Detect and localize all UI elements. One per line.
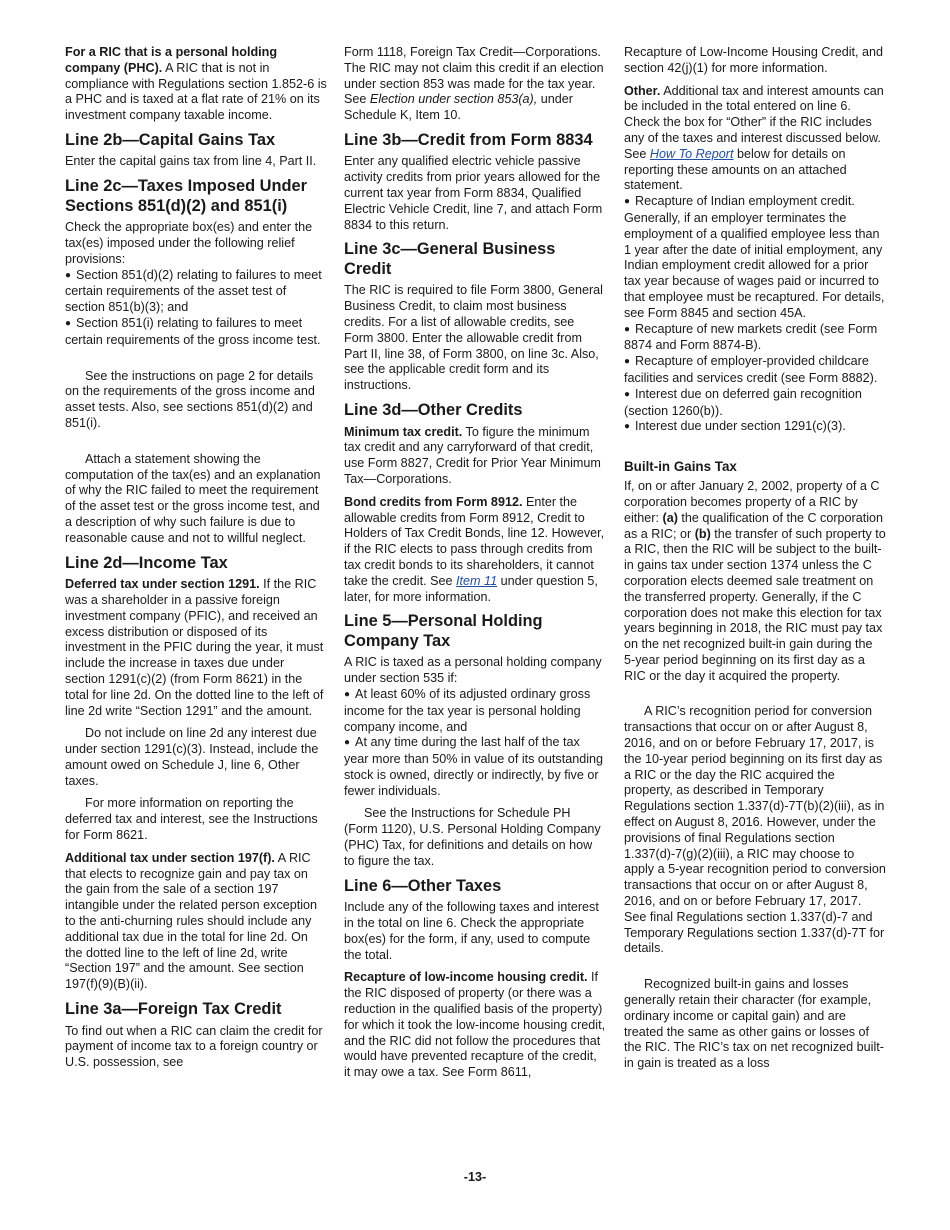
phc-lead: For a RIC that is a personal holding company (PHC). [65,45,278,75]
heading-line-5: Line 5—Personal Holding Company Tax [344,612,543,650]
bullet-icon: ● [344,737,351,749]
heading-line-3c: Line 3c—General Business Credit [344,240,556,278]
list-item: ● Recapture of new markets credit (see Form 8874 and Form 8874-B). [624,321,878,353]
item-11-link[interactable]: Item 11 [456,573,498,588]
minimum-tax-credit-lead: Minimum tax credit. [344,424,463,439]
line-5-text: A RIC is taxed as a personal holding company under section 535 if: [344,655,602,686]
additional-tax-paragraph: Additional tax under section 197(f). A RIC that elects to recognize gain and pay tax on the gain from the sale of a section 197 intangible under the related person exception to the anti-churning rules should include any additional tax due in the total for line 2d. On the dotted line to the left of line 2d, write “Section 197” and the amount. See section 197(f)(9)(B)(ii). [65,850,318,992]
heading-built-in-gains: Built-in Gains Tax [624,459,737,475]
column-1 [65,45,327,1071]
line-3a-continued: Form 1118, Foreign Tax Credit—Corporations. The RIC may not claim this credit if an election under section 853 was made for the tax year. See Election under section 853(a), under Schedule K, Item 10. [344,45,604,123]
heading-line-3d: Line 3d—Other Credits [344,401,523,420]
line-3c-text: The RIC is required to file Form 3800, General Business Credit, to claim most business credits. For a list of allowable credits, see Form 3800. Enter the allowable credit from Part II, line 38, of Form 3800, on line 3c. Also, see the applicable credit form and its instructions. [344,283,603,393]
recapture-continued: Recapture of Low-Income Housing Credit, and section 42(j)(1) for more information. [624,45,884,75]
recognition-period-text: A RIC’s recognition period for conversion transactions that occur on or after August 8, 2016, and on or before February 17, 2017, is the 10-year period beginning on its first day as a RIC or the day the RIC acquired the property, as described in Temporary Regulations section 1.337(d)-7T(b)(2)(iii), as in effect on August 8, 2016. However, under the provisions of final Regulations section 1.337(d)-7(g)(2)(iii), a RIC may choose to apply a 5-year recognition period to conversion transactions that occur on or after August 8, 2016, and on or before February 17, 2017. See final Regulations section 1.337(d)-7 and Temporary Regulations section 1.337(d)-7T for details. [624,704,886,956]
heading-line-2b: Line 2b—Capital Gains Tax [65,130,276,149]
additional-tax-lead: Additional tax under section 197(f). [65,850,275,865]
bond-credits-paragraph: Bond credits from Form 8912. Enter the allowable credits from Form 8912, Credit to Holders of Tax Credit Bonds, line 12. However, if the RIC elects to pass through credits from tax credit bonds to its shareholders, it cannot take the credit. See Item 11 under question 5, later, for more information. [344,494,605,604]
list-item: ● Interest due on deferred gain recognition (section 1260(b)). [624,386,862,418]
heading-line-2c: Line 2c—Taxes Imposed Under Sections 851(d)(2) and 851(i) [65,177,307,215]
deferred-tax-lead: Deferred tax under section 1291. [65,577,260,592]
line-2c-text: Check the appropriate box(es) and enter the tax(es) imposed under the following relief provisions: [65,220,313,266]
line-5-bullets [344,687,606,800]
list-item: ● Recapture of Indian employment credit. Generally, if an employer terminates the employment of a qualified employee less than 1 year after the date of initial employment, any Indian employment credit allowed for a prior tax year because of wages paid or incurred to that employee must be recaptured. For details, see Form 8845 and section 45A. [624,194,885,320]
line-2d-interest-text: Do not include on line 2d any interest due under section 1291(c)(3). Instead, include the amount owed on Schedule J, line 6, Other taxes. [65,726,319,788]
column-3 [624,45,886,1072]
line-5-schedule-ph-text: See the Instructions for Schedule PH (Form 1120), U.S. Personal Holding Company (PHC) Tax, for definitions and details on how to figure the tax. [344,806,601,868]
built-in-gains-text: If, on or after January 2, 2002, property of a C corporation becomes property of a RIC by either: (a) the qualification of the C corporation as a RIC; or (b) the transfer of such property to a RIC, then the RIC will be subject to the built-in gains tax under section 1374 unless the C corporation elects deemed sale treatment on the transferred property. Generally, if the C corporation does not make this election for tax years beginning in 2018, the RIC must pay tax on the net recognized built-in gain during the 5-year period beginning on its first day as a RIC or the day it acquired the property. [624,479,886,683]
line-3a-text: To find out when a RIC can claim the credit for payment of income tax to a foreign country or U.S. possession, see [65,1023,323,1070]
list-item: ● Section 851(i) relating to failures to meet certain requirements of the gross income test. [65,316,321,347]
bullet-icon: ● [624,388,631,400]
column-2 [344,45,606,1081]
phc-body: A RIC that is not in compliance with Regulations section 1.852-6 is a PHC and is taxed at a flat rate of 21% on its investment company taxable income. [65,60,327,123]
bullet-icon: ● [624,323,631,335]
line-2c-tests-text: See the instructions on page 2 for details on the requirements of the gross income and asset tests. Also, see sections 851(d)(2) and 851(i). [65,368,315,431]
recapture-housing-lead: Recapture of low-income housing credit. [344,970,588,985]
bullet-icon: ● [624,421,631,433]
recapture-housing-paragraph: Recapture of low-income housing credit. If the RIC disposed of property (or there was a reduction in the qualified basis of the property) for which it took the low-income housing credit, and the RIC did not follow the procedures that would have prevented recapture of the credit, it may owe a tax. See Form 8611, [344,970,606,1080]
list-item: ● At least 60% of its adjusted ordinary gross income for the tax year is personal holding company income, and [344,686,591,734]
line-2d-more-info-text: For more information on reporting the deferred tax and interest, see the Instructions for Form 8621. [65,796,318,843]
bullet-icon: ● [624,356,631,368]
phc-paragraph [65,45,327,124]
heading-line-6: Line 6—Other Taxes [344,876,502,895]
bullet-icon: ● [65,269,72,281]
bullet-icon: ● [65,318,72,330]
line-2c-bullets [65,268,327,349]
bullet-icon: ● [344,688,351,700]
line-2b-text: Enter the capital gains tax from line 4, Part II. [65,154,317,169]
other-paragraph: Other. Additional tax and interest amounts can be included in the total entered on line 6. Check the box for “Other” if the RIC includes any of the taxes and interest discussed below. See How To Report below for details on reporting these amounts on an attached statement. [624,83,884,193]
heading-line-3a: Line 3a—Foreign Tax Credit [65,1000,282,1019]
heading-line-2d: Line 2d—Income Tax [65,553,228,572]
bullet-icon: ● [624,196,631,208]
minimum-tax-credit-paragraph: Minimum tax credit. To figure the minimum tax credit and any carryforward of that credit, use Form 8827, Credit for Prior Year Minimum Tax—Corporations. [344,424,601,486]
page-number: -13- [463,1170,487,1184]
other-lead: Other. [624,83,661,98]
list-item: ● At any time during the last half of the tax year more than 50% in value of its outstanding stock is owned, directly or indirectly, by five or fewer individuals. [344,735,604,798]
bond-credits-lead: Bond credits from Form 8912. [344,494,523,509]
list-item: ● Interest due under section 1291(c)(3). [624,419,846,434]
heading-line-3b: Line 3b—Credit from Form 8834 [344,130,593,149]
recognized-gains-text: Recognized built-in gains and losses generally retain their character (for example, ordinary income or capital gain) and are treated the same as other gains or losses of the RIC. The RIC’s tax on net recognized built-in gain is treated as a loss [624,977,884,1071]
how-to-report-link[interactable]: How To Report [649,146,734,161]
line-6-text: Include any of the following taxes and interest in the total on line 6. Check the appropriate box(es) for the form, if any, used to compute the total. [344,900,599,962]
other-taxes-bullets [624,194,886,436]
deferred-tax-paragraph: Deferred tax under section 1291. If the RIC was a shareholder in a passive foreign investment company (PFIC), and received an excess distribution or disposed of its investment in the PFIC during the year, it must include the increase in taxes due under section 1291(c)(2) (from Form 8621) in the total for line 2d. On the dotted line to the left of line 2d write “Section 1291” and the amount. [65,577,324,718]
list-item: ● Recapture of employer-provided childcare facilities and services credit (see Form 8882). [624,354,878,385]
list-item: ● Section 851(d)(2) relating to failures to meet certain requirements of the asset test of section 851(b)(3); and [65,267,322,315]
line-3b-text: Enter any qualified electric vehicle passive activity credits from prior years allowed for the current tax year from Form 8834, Qualified Electric Vehicle Credit, line 7, and attach Form 8834 to this return. [344,154,603,232]
line-2c-statement-text: Attach a statement showing the computation of the tax(es) and an explanation of why the RIC failed to meet the requirement of the asset test or the gross income test, and a description of why such failure is due to reasonable cause and not to willful neglect. [65,451,321,545]
election-reference: Election under section 853(a), [369,92,538,107]
